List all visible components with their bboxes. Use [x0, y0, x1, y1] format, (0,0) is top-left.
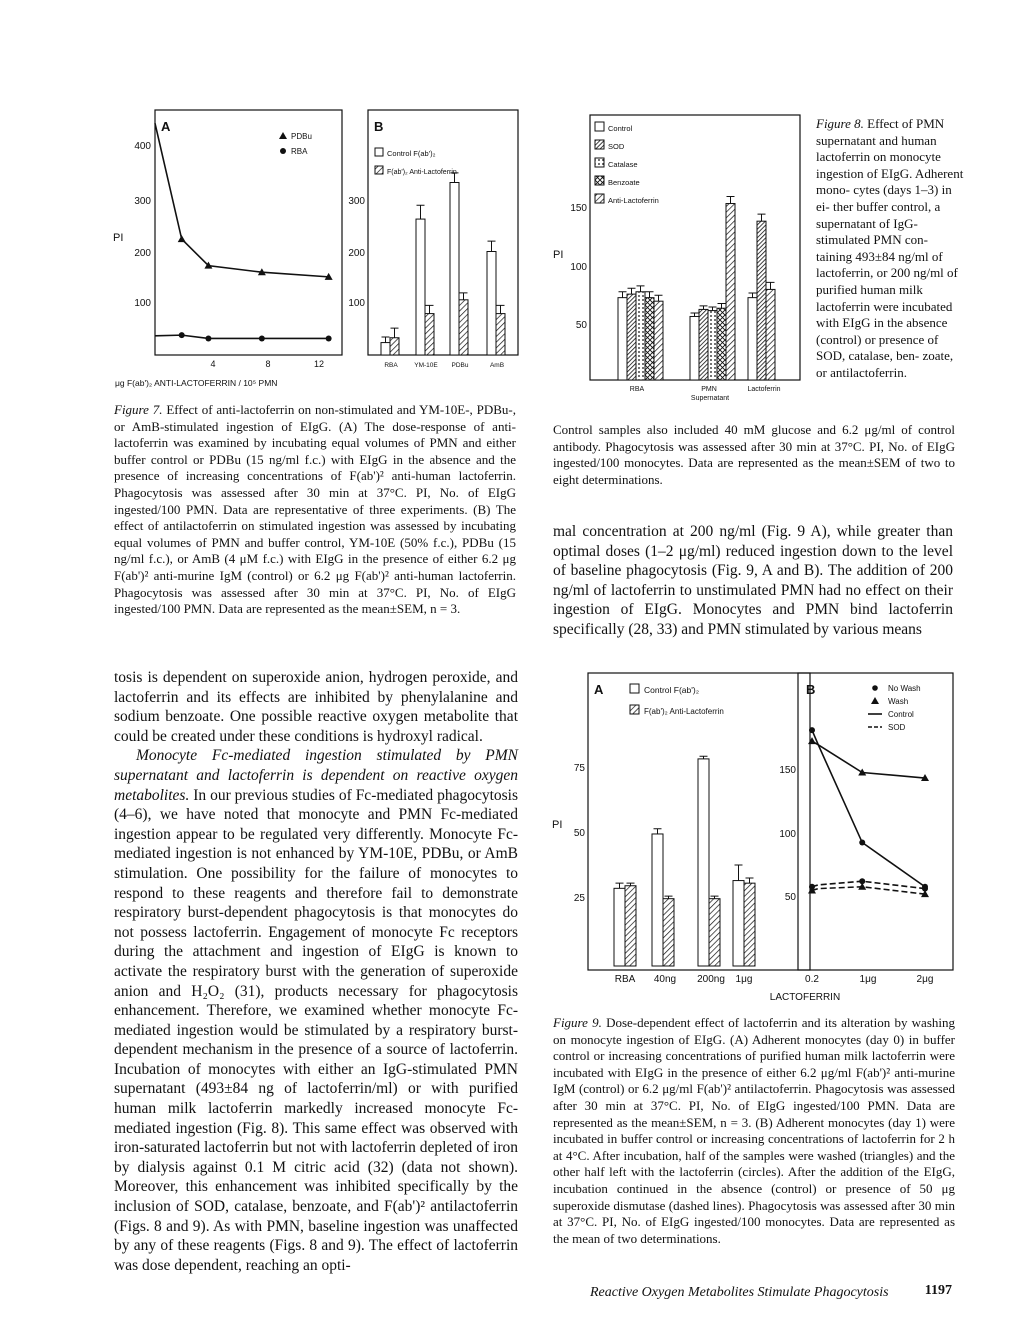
- fig7a-xtick-4: 4: [210, 359, 216, 369]
- fig7a-xtick-12: 12: [313, 359, 325, 369]
- fig9a-bar: [663, 899, 674, 966]
- fig9a-legend-control: Control F(ab')₂: [644, 685, 699, 695]
- fig8-bar: [766, 289, 775, 380]
- fig9b-line-0: [812, 730, 925, 887]
- fig7a-ytick-100: 100: [134, 298, 151, 309]
- legend-dots-icon: [595, 158, 604, 167]
- fig9a-cat-rba: RBA: [614, 974, 636, 985]
- fig7a-point: [259, 335, 265, 341]
- fig7a-xtick-8: 8: [265, 359, 271, 369]
- fig8-legend-sod: SOD: [608, 142, 625, 151]
- fig7b-legend-control: Control F(ab')₂: [387, 149, 436, 158]
- fig7b-errorbar: [497, 305, 505, 313]
- fig8-bar: [654, 301, 663, 380]
- fig8-ylabel: PI: [553, 249, 564, 261]
- fig7b-ytick-100: 100: [348, 298, 365, 309]
- legend-dense-icon: [595, 140, 604, 149]
- fig7b-errorbar: [382, 337, 390, 343]
- fig7b-cat-rba: RBA: [384, 362, 398, 369]
- fig7a-point: [205, 335, 211, 341]
- fig9b-ytick-100: 100: [779, 829, 796, 840]
- fig8-errorbar: [749, 293, 757, 298]
- fig9a-bar: [709, 899, 720, 966]
- fig9b-legend-nowash: No Wash: [888, 684, 921, 693]
- fig9b-xtick-1ug: 1μg: [859, 974, 877, 985]
- fig8-ytick-150: 150: [570, 203, 587, 214]
- fig9a-cat-1ug: 1μg: [735, 974, 753, 985]
- fig7a-ylabel: PI: [113, 232, 124, 244]
- fig7b-errorbar: [460, 293, 468, 300]
- fig9b-line-3: [812, 887, 925, 894]
- figure-9-caption-text: Dose-dependent effect of lactoferrin and its alteration by washing on monocyte ingestion of EIgG. (A) Adherent monocytes (day 0) in buffer control or increasing concentrations of purified human milk lactoferrin were incubated with EIgG in the presence of either 6.2 μg/ml F(ab')² anti-murine IgM (control) or 6.2 μg/ml F(ab')² antilactoferrin. Phagocytosis was assessed after 30 min at 37°C. PI, No. of EIgG ingested/100 PMN. Data are represented as the mean±SEM, n = 3. (B) Adherent monocytes (day 1) were incubated in buffer control or increasing concentrations of lactoferrin for 2 h at 4°C. After incubation, half of the samples were washed (triangles) and the other half left with the lactoferrin (circles). After the addition of the EIgG, incubation continued in the absence (control) or presence of 50 μg superoxide dismutase (dashed lines). Phagocytosis was assessed after 30 min at 37°C. PI, No. of EIgG ingested/100 monocytes. Data are represented as the mean of two determinations.: [553, 1015, 955, 1246]
- fig7a-frame: [155, 110, 342, 355]
- fig9a-ytick-25: 25: [573, 893, 585, 904]
- fig8-bar: [690, 316, 699, 380]
- legend-hatch-icon: [375, 166, 383, 174]
- fig7b-errorbar: [417, 205, 425, 219]
- legend-open-icon: [595, 122, 604, 131]
- fig8-cat-pmn-2: Supernatant: [690, 395, 730, 402]
- fig8-bar: [757, 221, 766, 380]
- figure-8-chart: [545, 110, 807, 410]
- body-right-top-paragraph: mal concentration at 200 ng/ml (Fig. 9 A), while greater than optimal doses (1–2 μg/ml) reduced ingestion down to the level of baseline phagocytosis (Fig. 9, A and B). The addition of 200 ng/ml of lactoferrin to unstimulated PMN had no effect on their ingestion of EIgG. Monocytes and PMN bind lactoferrin specifically (28, 33) and PMN stimulated by various means: [553, 523, 953, 638]
- fig8-cat-pmn-1: PMN: [701, 386, 717, 393]
- fig7b-cat-amb: AmB: [489, 362, 505, 369]
- fig9a-bar: [733, 881, 744, 966]
- fig8-legend-control: Control: [608, 124, 633, 133]
- fig9a-bar: [652, 834, 663, 966]
- fig7a-ytick-400: 400: [134, 141, 151, 152]
- figure-7-caption: [114, 402, 516, 618]
- fig8-bar: [748, 298, 757, 380]
- fig9b-point: [809, 727, 815, 733]
- fig9a-ytick-50: 50: [573, 828, 585, 839]
- page-number: 1197: [924, 1283, 952, 1298]
- legend-open-icon: [375, 148, 383, 156]
- body-left-paragraph-1: tosis is dependent on superoxide anion, hydrogen peroxide, and lactoferrin and its effects are inhibited by phenylalanine and sodium benzoate. One possible reactive oxygen metabolite that could be created under these conditions is hydroxyl radical.: [114, 669, 518, 745]
- fig8-errorbar: [709, 307, 717, 311]
- triangle-icon: [871, 697, 879, 704]
- fig9a-bars: [614, 756, 755, 966]
- fig7b-bar: [381, 343, 390, 355]
- fig7b-bars: [381, 173, 505, 355]
- fig9b-xtick-2ug: 2μg: [916, 974, 934, 985]
- fig7b-bar: [496, 314, 505, 355]
- fig9a-errorbar: [746, 878, 754, 883]
- figure-8-caption-side-text: Effect of PMN supernatant and human lactoferrin on monocyte ingestion of EIgG. Adherent mono- cytes (days 1–3) in ei- ther buffer control, a supernatant of IgG- stimulated PMN con- taining 493±84 ng/ml of lactoferrin, or 200 ng/ml of purified human milk lactoferrin were incubated with EIgG in the absence (control) or presence of SOD, catalase, ben- zoate, or antilactoferrin.: [816, 116, 964, 380]
- fig9b-series: [808, 727, 929, 897]
- fig9a-errorbar: [735, 865, 743, 881]
- legend-hatch-icon: [630, 705, 639, 714]
- fig8-bar: [645, 298, 654, 380]
- fig7b-ytick-200: 200: [348, 248, 365, 259]
- fig7b-errorbar: [488, 241, 496, 251]
- fig9a-legend-anti: F(ab')₂ Anti-Lactoferrin: [644, 707, 724, 716]
- fig7a-legend-rba: RBA: [291, 147, 308, 156]
- triangle-icon: [279, 132, 287, 139]
- figure-7-caption-text: Effect of anti-lactoferrin on non-stimulated and YM-10E-, PDBu-, or AmB-stimulated ingestion of EIgG. (A) The dose-response of anti-lactoferrin was examined by incubating equal volumes of PMN and either buffer control or PDBu (15 ng/ml f.c.) with EIgG in the absence and the presence of increasing concentrations of F(ab')² anti-human lactoferrin. Phagocytosis was assessed after 30 min at 37°C. PI, No. of EIgG ingested/100 PMN. Data are representative of three experiments. (B) The effect of antilactoferrin on stimulated ingestion was assessed by incubating equal volumes of PMN and buffer control, YM-10E (50% f.c.), PDBu (15 ng/ml f.c.), or AmB (4 μM f.c.) with EIgG in the presence of either 6.2 μg F(ab')² anti-murine IgM (control) or 6.2 μg F(ab')² anti-human lactoferrin. Phagocytosis was assessed after 30 min at 37°C. PI, No. of EIgG ingested/100 PMN. Data are represented as the mean±SEM, n = 3.: [114, 402, 516, 617]
- fig8-cat-rba: RBA: [629, 386, 645, 393]
- fig8-bar: [618, 298, 627, 380]
- figure-9-chart: [548, 668, 958, 1008]
- fig8-bar: [708, 311, 717, 380]
- fig9b-frame: [798, 673, 953, 970]
- fig8-legend-antilactoferrin: Anti-Lactoferrin: [608, 196, 659, 205]
- fig8-bar: [699, 309, 708, 380]
- fig7a-ytick-200: 200: [134, 248, 151, 259]
- body-left-column: [114, 668, 518, 1275]
- fig7b-bar: [450, 183, 459, 356]
- running-footer: [590, 1283, 960, 1301]
- circle-icon: [872, 685, 878, 691]
- fig8-errorbar: [758, 214, 766, 221]
- fig9a-bar: [744, 883, 755, 966]
- circle-icon: [280, 148, 286, 154]
- fig9a-ylabel: PI: [552, 819, 563, 831]
- fig7a-point: [178, 235, 186, 242]
- fig8-errorbar: [628, 288, 636, 294]
- fig9b-ytick-50: 50: [784, 892, 796, 903]
- fig8-errorbar: [619, 292, 627, 298]
- fig9a-bar: [614, 888, 625, 966]
- fig8-ytick-100: 100: [570, 262, 587, 273]
- fig8-legend-benzoate: Benzoate: [608, 178, 640, 187]
- fig9b-label: B: [806, 682, 816, 697]
- fig8-errorbar: [646, 292, 654, 298]
- figure-9-caption: [553, 1015, 955, 1247]
- figure-8-caption-title: Figure 8.: [816, 116, 864, 131]
- fig8-bar: [627, 294, 636, 380]
- fig9a-cat-40ng: 40ng: [653, 974, 677, 985]
- fig9b-legend-wash: Wash: [888, 697, 909, 706]
- fig9b-legend-sod: SOD: [888, 723, 906, 732]
- fig8-cat-lactoferrin: Lactoferrin: [747, 386, 781, 393]
- fig9a-ytick-75: 75: [573, 763, 585, 774]
- fig9b-ytick-150: 150: [779, 765, 796, 776]
- fig8-bar: [636, 292, 645, 380]
- fig8-errorbar: [727, 196, 735, 203]
- body-left-paragraph-2: [114, 746, 518, 1275]
- fig8-errorbar: [767, 282, 775, 289]
- figure-7-chart: [105, 105, 525, 395]
- fig8-errorbar: [637, 286, 645, 292]
- fig8-errorbar: [718, 304, 726, 309]
- fig8-bars: [618, 196, 775, 380]
- fig7b-bar: [425, 314, 434, 355]
- fig9a-label: A: [594, 682, 604, 697]
- fig7a-legend-pdbu: PDBu: [291, 132, 312, 141]
- fig8-cat-pmn: [691, 386, 729, 402]
- figure-7-caption-title: Figure 7.: [114, 402, 163, 417]
- fig7b-bar: [390, 338, 399, 355]
- fig7b-ytick-300: 300: [348, 196, 365, 207]
- fig9b-legend-control: Control: [888, 710, 914, 719]
- fig8-bar: [726, 204, 735, 380]
- fig9a-bar: [698, 759, 709, 966]
- fig8-errorbar: [700, 306, 708, 310]
- fig9a-bar: [625, 886, 636, 966]
- fig7a-point: [179, 332, 185, 338]
- fig8-errorbar: [691, 313, 699, 317]
- fig7b-label: B: [374, 119, 384, 134]
- running-title: Reactive Oxygen Metabolites Stimulate Phagocytosis: [590, 1285, 889, 1300]
- fig7b-legend-anti: F(ab')₂ Anti-Lactoferrin: [387, 169, 457, 176]
- fig9b-line-1: [812, 741, 925, 778]
- fig7a-ytick-300: 300: [134, 196, 151, 207]
- fig9b-point: [859, 840, 865, 846]
- legend-open-icon: [630, 684, 639, 693]
- fig8-errorbar: [655, 295, 663, 301]
- legend-hatch-icon: [595, 194, 604, 203]
- fig8-bar: [717, 308, 726, 380]
- fig9-xlabel: LACTOFERRIN: [769, 992, 841, 1003]
- fig9a-cat-200ng: 200ng: [697, 974, 725, 985]
- fig7a-point: [326, 335, 332, 341]
- section-heading: Monocyte Fc-mediated ingestion stimulated by PMN supernatant and lactoferrin is dependent on reactive oxygen metabolites.: [114, 747, 518, 804]
- fig8-ytick-50: 50: [575, 320, 587, 331]
- fig7a-xlabel: μg F(ab')₂ ANTI-LACTOFERRIN / 10⁵ PMN: [115, 378, 278, 388]
- fig7b-bar: [459, 300, 468, 355]
- fig7b-cat-pdbu: PDBu: [451, 362, 469, 369]
- body-left-paragraph-2-text: In our previous studies of Fc-mediated phagocytosis (4–6), we have noted that monocyte and PMN Fc-mediated ingestion appear to be regulated very differently. Monocyte Fc-mediated ingestion is not enhanced by YM-10E, PDBu, or AmB stimulation. One possibility for the failure of monocytes to respond to these reagents and therefore fail to demonstrate respiratory burst-dependent phagocytosis is that monocytes do not possess lactoferrin. Engagement of monocyte Fc receptors during the attachment and ingestion of EIgG is known to activate the respiratory burst with the generation of superoxide anion and H₂O₂ (31), products necessary for phagocytosis enhancement. Therefore, we examined whether monocyte Fc-mediated ingestion would be stimulated by a respiratory burst-dependent mechanism in the presence of a source of lactoferrin. Incubation of monocytes with either an IgG-stimulated PMN supernatant (493±84 ng of lactoferrin/ml) or with purified human milk lactoferrin markedly increased monocyte Fc-mediated ingestion (Fig. 8). This same effect was observed with iron-saturated lactoferrin but not with lactoferrin depleted of iron by dialysis against 0.1 M citric acid (32) (data not shown). Moreover, this enhancement was inhibited specifically by the inclusion of SOD, catalase, benzoate, and F(ab')² antilactoferrin (Figs. 8 and 9). As with PMN, baseline ingestion was unaffected by any of these reagents (Figs. 8 and 9). The effect of lactoferrin was dose dependent, reaching an opti-: [114, 786, 518, 1274]
- figure-8-caption-rest: Control samples also included 40 mM glucose and 6.2 μg/ml of control antibody. Phagocytosis was assessed after 30 min at 37°C. PI, No. of EIgG ingested/100 monocytes. Data are represented as the mean±SEM of two to eight determinations.: [553, 422, 955, 487]
- fig9a-errorbar: [654, 829, 662, 834]
- body-right-top: [553, 522, 953, 640]
- fig8-legend-catalase: Catalase: [608, 160, 638, 169]
- fig9b-xtick-02: 0.2: [805, 974, 819, 985]
- fig9a-errorbar: [616, 883, 624, 888]
- fig7b-errorbar: [426, 305, 434, 313]
- fig7a-label: A: [161, 119, 171, 134]
- fig7b-bar: [416, 219, 425, 355]
- figure-8-caption-side: [816, 116, 966, 382]
- legend-cross-icon: [595, 176, 604, 185]
- figure-9-caption-title: Figure 9.: [553, 1015, 602, 1030]
- fig7b-errorbar: [391, 328, 399, 338]
- fig7b-cat-ym10e: YM-10E: [414, 362, 438, 369]
- fig7b-bar: [487, 252, 496, 356]
